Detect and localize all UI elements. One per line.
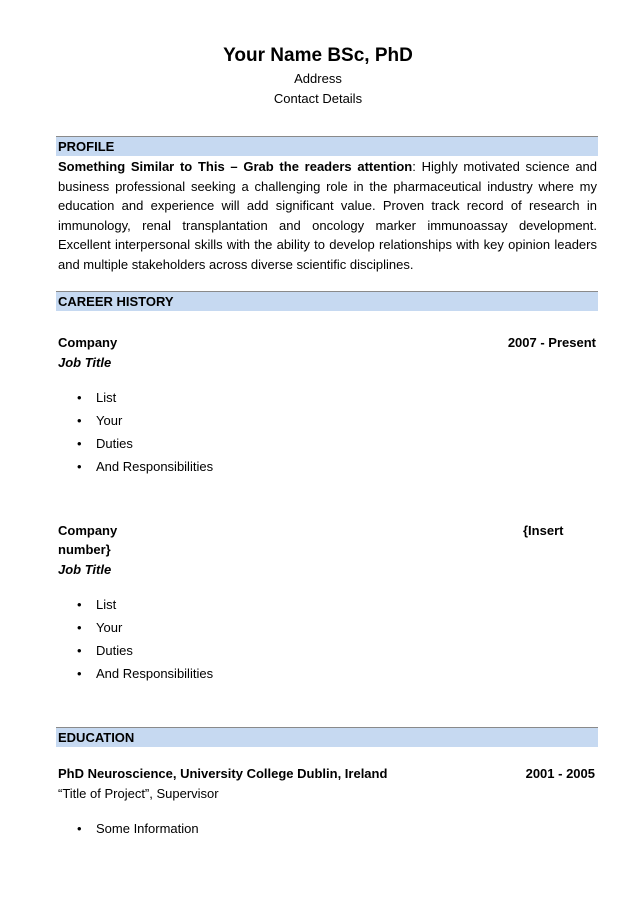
- list-item: • Your: [58, 616, 213, 639]
- section-heading-education: EDUCATION: [56, 727, 598, 747]
- candidate-name: Your Name BSc, PhD: [223, 45, 413, 66]
- profile-body: : Highly motivated science and business professional seeking a challenging role in the pharmaceutical industry where my education and experience will add significant value. Proven track record of research in immunology, renal transplantation and oncology marker immunoassay development. Excellent interpersonal skills with the ability to develop relationships with key opinion leaders and multiple stakeholders across diverse scientific disciplines.: [58, 159, 598, 272]
- job-1-title: Job Title: [58, 355, 112, 370]
- education-degree: PhD Neuroscience, University College Dublin, Ireland: [58, 766, 388, 781]
- profile-summary: [58, 157, 597, 274]
- bullet-icon: •: [77, 459, 82, 474]
- profile-lead: Something Similar to This – Grab the readers attention: [58, 159, 413, 174]
- education-project: “Title of Project”, Supervisor: [58, 786, 219, 801]
- bullet-icon: •: [77, 620, 82, 635]
- job-2-duties: [58, 593, 213, 685]
- job-2-dates-line2: number}: [58, 542, 111, 557]
- education-items: [58, 817, 199, 840]
- list-item: • And Responsibilities: [58, 455, 213, 478]
- bullet-icon: •: [77, 821, 82, 836]
- list-item: • Duties: [58, 432, 213, 455]
- list-item: • Your: [58, 409, 213, 432]
- bullet-icon: •: [77, 643, 82, 658]
- bullet-icon: •: [77, 390, 82, 405]
- bullet-icon: •: [77, 597, 82, 612]
- job-1-company: Company: [58, 335, 118, 350]
- section-heading-profile: PROFILE: [56, 136, 598, 156]
- bullet-icon: •: [77, 436, 82, 451]
- job-1-dates: 2007 - Present: [507, 335, 596, 350]
- job-2-company: Company: [58, 523, 118, 538]
- list-item: • And Responsibilities: [58, 662, 213, 685]
- education-dates: 2001 - 2005: [525, 766, 595, 781]
- contact-details: Contact Details: [273, 91, 363, 106]
- bullet-icon: •: [77, 666, 82, 681]
- section-heading-career-history: CAREER HISTORY: [56, 291, 598, 311]
- list-item: • List: [58, 386, 213, 409]
- job-2-title: Job Title: [58, 562, 112, 577]
- job-1-duties: [58, 386, 213, 478]
- job-2-dates-line1: {Insert: [523, 523, 564, 538]
- address: Address: [294, 71, 342, 86]
- list-item: • List: [58, 593, 213, 616]
- list-item: • Some Information: [58, 817, 199, 840]
- list-item: • Duties: [58, 639, 213, 662]
- bullet-icon: •: [77, 413, 82, 428]
